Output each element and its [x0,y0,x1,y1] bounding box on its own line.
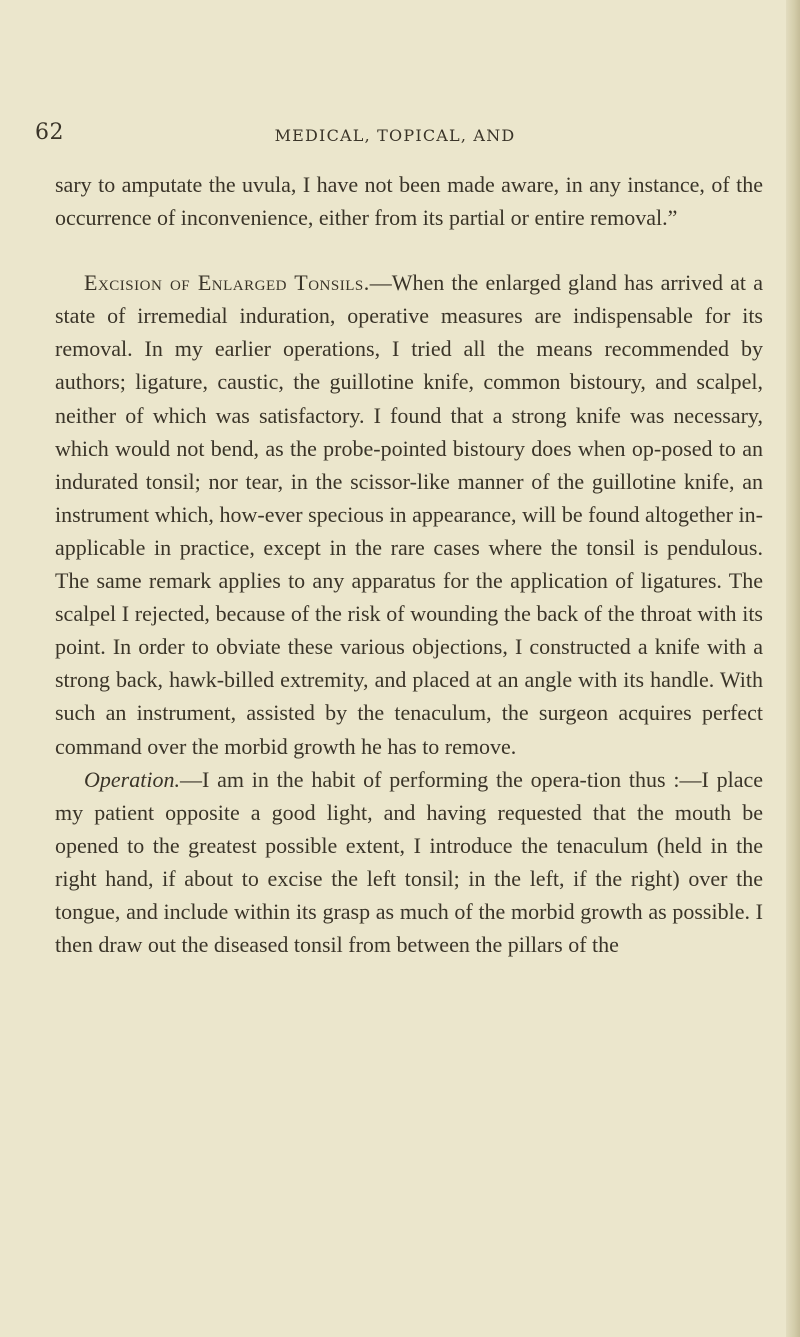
page-edge [786,0,800,1337]
page-header [35,120,755,160]
section-heading: Operation. [84,766,180,792]
paragraph-text: —When the enlarged gland has arrived at a state of irremedial induration, operative measures are indispensable for its removal. In my earlier operations, I tried all the means recommended by authors; ligature, caustic, the guillotine knife, common bistoury, and scalpel, neither of which was satisfactory. I found that a strong knife was necessary, which would not bend, as the probe-pointed bistoury does when op-posed to an indurated tonsil; nor tear, in the scissor-like manner of the guillotine knife, an instrument which, how-ever specious in appearance, will be found altogether in-applicable in practice, except in the rare cases where the tonsil is pendulous. The same remark applies to any apparatus for the application of ligatures. The scalpel I rejected, because of the risk of wounding the back of the throat with its point. In order to obviate these various objections, I constructed a knife with a strong back, hawk-billed extremity, and placed at an angle with its handle. With such an instrument, assisted by the tenaculum, the surgeon acquires perfect command over the morbid growth he has to remove. [55,270,763,759]
paragraph-operation [55,763,763,962]
section-heading: Excision of Enlarged Tonsils. [84,270,370,296]
paragraph-text: —I am in the habit of performing the opera-tion thus :—I place my patient opposite a good light, and having requested that the mouth be opened to the greatest possible extent, I introduce the tenaculum (held in the right hand, if about to excise the left tonsil; in the left, if the right) over the tongue, and include within its grasp as much of the morbid growth as possible. I then draw out the diseased tonsil from between the pillars of the [55,766,763,958]
body-text [55,168,763,961]
paragraph-continuation [55,168,763,234]
paragraph-excision-tonsils [55,266,763,762]
page-number: 62 [35,120,64,145]
running-head: MEDICAL, TOPICAL, AND [274,126,516,145]
paragraph-text: sary to amputate the uvula, I have not been made aware, in any instance, of the occurrence of inconvenience, either from its partial or entire removal.” [55,172,763,231]
